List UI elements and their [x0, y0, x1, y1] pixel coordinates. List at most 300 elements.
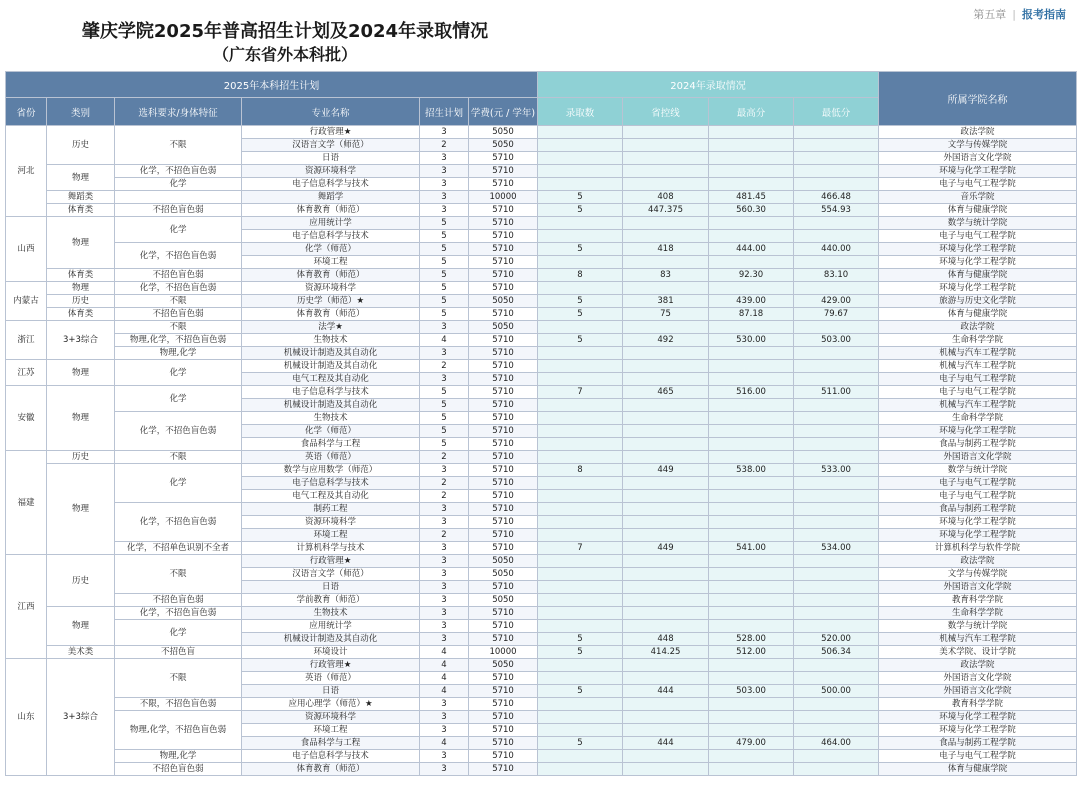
- cell-major: 体育教育（师范）: [242, 308, 420, 321]
- cell-min-score: 429.00: [794, 295, 879, 308]
- cell-plan: 5: [420, 438, 469, 451]
- table-row: [6, 607, 1077, 620]
- cell-max-score: [709, 724, 794, 737]
- cell-min-score: [794, 555, 879, 568]
- cell-max-score: [709, 399, 794, 412]
- cell-fee: 5710: [469, 204, 538, 217]
- cell-max-score: [709, 321, 794, 334]
- cell-plan: 5: [420, 282, 469, 295]
- col-header-max-score: 最高分: [709, 98, 794, 126]
- cell-admitted: [538, 126, 623, 139]
- cell-admitted: 7: [538, 542, 623, 555]
- col-header-province: 省份: [6, 98, 47, 126]
- divider: |: [1012, 7, 1016, 21]
- cell-requirement: 物理,化学，不招色盲色弱: [115, 334, 242, 347]
- cell-plan: 2: [420, 451, 469, 464]
- cell-control-line: [623, 568, 709, 581]
- cell-plan: 3: [420, 607, 469, 620]
- cell-plan: 5: [420, 425, 469, 438]
- cell-admitted: [538, 360, 623, 373]
- cell-admitted: [538, 165, 623, 178]
- cell-max-score: [709, 607, 794, 620]
- cell-college: 体育与健康学院: [879, 763, 1077, 776]
- cell-major: 机械设计制造及其自动化: [242, 360, 420, 373]
- cell-province: 内蒙古: [6, 282, 47, 321]
- table-row: [6, 763, 1077, 776]
- cell-control-line: [623, 724, 709, 737]
- cell-college: 机械与汽车工程学院: [879, 633, 1077, 646]
- cell-min-score: 534.00: [794, 542, 879, 555]
- cell-min-score: [794, 659, 879, 672]
- cell-control-line: 449: [623, 542, 709, 555]
- table-row: [6, 360, 1077, 373]
- cell-category: 体育类: [47, 308, 115, 321]
- cell-plan: 3: [420, 542, 469, 555]
- cell-min-score: 83.10: [794, 269, 879, 282]
- cell-fee: 5710: [469, 607, 538, 620]
- cell-college: 政法学院: [879, 555, 1077, 568]
- cell-major: 机械设计制造及其自动化: [242, 399, 420, 412]
- cell-max-score: [709, 451, 794, 464]
- cell-fee: 5710: [469, 763, 538, 776]
- cell-major: 应用心理学（师范）★: [242, 698, 420, 711]
- cell-college: 食品与制药工程学院: [879, 503, 1077, 516]
- cell-min-score: 466.48: [794, 191, 879, 204]
- cell-province: 安徽: [6, 386, 47, 451]
- cell-max-score: 541.00: [709, 542, 794, 555]
- cell-fee: 5050: [469, 126, 538, 139]
- table-row: [6, 503, 1077, 516]
- col-header-admitted: 录取数: [538, 98, 623, 126]
- cell-college: 计算机科学与软件学院: [879, 542, 1077, 555]
- table-row: [6, 698, 1077, 711]
- cell-control-line: [623, 659, 709, 672]
- cell-fee: 5710: [469, 581, 538, 594]
- cell-province: 浙江: [6, 321, 47, 360]
- cell-max-score: [709, 373, 794, 386]
- cell-college: 生命科学学院: [879, 412, 1077, 425]
- cell-admitted: 5: [538, 334, 623, 347]
- cell-min-score: [794, 412, 879, 425]
- cell-requirement: 化学: [115, 360, 242, 386]
- cell-college: 环境与化学工程学院: [879, 243, 1077, 256]
- cell-plan: 3: [420, 698, 469, 711]
- cell-requirement: 物理,化学: [115, 347, 242, 360]
- cell-min-score: [794, 139, 879, 152]
- cell-major: 英语（师范）: [242, 672, 420, 685]
- cell-requirement: 不限: [115, 555, 242, 594]
- cell-admitted: 5: [538, 737, 623, 750]
- cell-control-line: [623, 412, 709, 425]
- cell-college: 环境与化学工程学院: [879, 425, 1077, 438]
- cell-plan: 4: [420, 737, 469, 750]
- enrollment-table: [5, 71, 1077, 776]
- cell-college: 文学与传媒学院: [879, 568, 1077, 581]
- cell-admitted: [538, 230, 623, 243]
- cell-requirement: 不招色盲色弱: [115, 594, 242, 607]
- cell-control-line: 414.25: [623, 646, 709, 659]
- cell-control-line: [623, 763, 709, 776]
- cell-admitted: [538, 594, 623, 607]
- cell-admitted: 8: [538, 269, 623, 282]
- cell-plan: 3: [420, 178, 469, 191]
- table-row: [6, 464, 1077, 477]
- cell-requirement: 不限，不招色盲色弱: [115, 698, 242, 711]
- cell-requirement: 不限: [115, 126, 242, 165]
- cell-min-score: [794, 620, 879, 633]
- cell-requirement: [115, 191, 242, 204]
- cell-college: 外国语言文化学院: [879, 672, 1077, 685]
- cell-fee: 5710: [469, 516, 538, 529]
- cell-plan: 3: [420, 204, 469, 217]
- cell-fee: 5710: [469, 620, 538, 633]
- cell-admitted: [538, 763, 623, 776]
- col-header-min-score: 最低分: [794, 98, 879, 126]
- cell-major: 数学与应用数学（师范）: [242, 464, 420, 477]
- cell-max-score: [709, 672, 794, 685]
- cell-college: 教育科学学院: [879, 698, 1077, 711]
- cell-min-score: [794, 178, 879, 191]
- cell-control-line: [623, 698, 709, 711]
- table-row: [6, 178, 1077, 191]
- cell-admitted: [538, 425, 623, 438]
- cell-admitted: [538, 568, 623, 581]
- cell-province: 江苏: [6, 360, 47, 386]
- cell-admitted: 5: [538, 243, 623, 256]
- cell-fee: 5710: [469, 685, 538, 698]
- cell-fee: 5710: [469, 373, 538, 386]
- cell-college: 数学与统计学院: [879, 217, 1077, 230]
- cell-control-line: [623, 347, 709, 360]
- cell-control-line: [623, 139, 709, 152]
- cell-plan: 3: [420, 464, 469, 477]
- table-row: [6, 334, 1077, 347]
- cell-min-score: [794, 451, 879, 464]
- cell-category: 历史: [47, 555, 115, 607]
- cell-plan: 4: [420, 685, 469, 698]
- table-body: [6, 126, 1077, 776]
- cell-admitted: 5: [538, 191, 623, 204]
- table-row: [6, 620, 1077, 633]
- cell-category: 物理: [47, 165, 115, 191]
- cell-category: 物理: [47, 282, 115, 295]
- cell-major: 日语: [242, 685, 420, 698]
- cell-fee: 5710: [469, 711, 538, 724]
- cell-fee: 5710: [469, 490, 538, 503]
- cell-max-score: [709, 659, 794, 672]
- cell-major: 电气工程及其自动化: [242, 490, 420, 503]
- table-row: [6, 204, 1077, 217]
- cell-fee: 5710: [469, 464, 538, 477]
- cell-min-score: [794, 672, 879, 685]
- cell-fee: 5710: [469, 217, 538, 230]
- cell-fee: 10000: [469, 191, 538, 204]
- cell-fee: 5710: [469, 633, 538, 646]
- cell-college: 环境与化学工程学院: [879, 711, 1077, 724]
- cell-min-score: [794, 503, 879, 516]
- cell-max-score: [709, 347, 794, 360]
- cell-plan: 5: [420, 386, 469, 399]
- cell-major: 汉语言文学（师范）: [242, 139, 420, 152]
- cell-requirement: 化学: [115, 464, 242, 503]
- cell-college: 电子与电气工程学院: [879, 477, 1077, 490]
- cell-college: 美术学院、设计学院: [879, 646, 1077, 659]
- cell-control-line: 449: [623, 464, 709, 477]
- cell-plan: 3: [420, 581, 469, 594]
- cell-college: 环境与化学工程学院: [879, 529, 1077, 542]
- chapter-nav: [973, 6, 1066, 22]
- cell-plan: 3: [420, 620, 469, 633]
- cell-max-score: [709, 165, 794, 178]
- cell-min-score: [794, 126, 879, 139]
- cell-province: 山西: [6, 217, 47, 282]
- cell-control-line: [623, 594, 709, 607]
- cell-admitted: [538, 321, 623, 334]
- cell-max-score: [709, 698, 794, 711]
- table-row: [6, 165, 1077, 178]
- cell-major: 机械设计制造及其自动化: [242, 347, 420, 360]
- cell-plan: 5: [420, 256, 469, 269]
- cell-control-line: [623, 373, 709, 386]
- cell-control-line: [623, 256, 709, 269]
- cell-college: 体育与健康学院: [879, 269, 1077, 282]
- cell-college: 体育与健康学院: [879, 308, 1077, 321]
- cell-major: 电子信息科学与技术: [242, 386, 420, 399]
- cell-requirement: 物理,化学，不招色盲色弱: [115, 711, 242, 750]
- cell-college: 环境与化学工程学院: [879, 724, 1077, 737]
- col-header-plan: 招生计划: [420, 98, 469, 126]
- cell-admitted: [538, 347, 623, 360]
- cell-requirement: 化学: [115, 217, 242, 243]
- cell-major: 机械设计制造及其自动化: [242, 633, 420, 646]
- cell-college: 政法学院: [879, 321, 1077, 334]
- cell-plan: 4: [420, 659, 469, 672]
- chapter-label: 第五章: [973, 8, 1007, 21]
- cell-admitted: [538, 724, 623, 737]
- cell-province: 江西: [6, 555, 47, 659]
- cell-college: 机械与汽车工程学院: [879, 360, 1077, 373]
- cell-category: 体育类: [47, 269, 115, 282]
- cell-major: 应用统计学: [242, 620, 420, 633]
- cell-max-score: [709, 555, 794, 568]
- cell-admitted: [538, 672, 623, 685]
- cell-admitted: 8: [538, 464, 623, 477]
- cell-fee: 5710: [469, 451, 538, 464]
- cell-plan: 3: [420, 347, 469, 360]
- cell-college: 外国语言文化学院: [879, 451, 1077, 464]
- cell-min-score: [794, 438, 879, 451]
- cell-fee: 5710: [469, 165, 538, 178]
- table-row: [6, 594, 1077, 607]
- cell-major: 环境设计: [242, 646, 420, 659]
- col-header-control-line: 省控线: [623, 98, 709, 126]
- cell-fee: 5710: [469, 308, 538, 321]
- cell-min-score: 520.00: [794, 633, 879, 646]
- table-row: [6, 282, 1077, 295]
- cell-control-line: [623, 750, 709, 763]
- cell-control-line: 444: [623, 737, 709, 750]
- cell-control-line: [623, 529, 709, 542]
- table-row: [6, 295, 1077, 308]
- cell-control-line: [623, 282, 709, 295]
- cell-province: 福建: [6, 451, 47, 555]
- cell-category: 美术类: [47, 646, 115, 659]
- cell-requirement: 化学，不招色盲色弱: [115, 503, 242, 542]
- cell-admitted: [538, 659, 623, 672]
- table-row: [6, 347, 1077, 360]
- cell-college: 旅游与历史文化学院: [879, 295, 1077, 308]
- cell-max-score: [709, 126, 794, 139]
- cell-plan: 5: [420, 230, 469, 243]
- cell-college: 外国语言文化学院: [879, 581, 1077, 594]
- cell-admitted: [538, 503, 623, 516]
- cell-major: 行政管理★: [242, 126, 420, 139]
- cell-category: 物理: [47, 360, 115, 386]
- cell-max-score: [709, 763, 794, 776]
- cell-min-score: 500.00: [794, 685, 879, 698]
- cell-control-line: 418: [623, 243, 709, 256]
- cell-max-score: [709, 750, 794, 763]
- cell-major: 英语（师范）: [242, 451, 420, 464]
- cell-major: 食品科学与工程: [242, 438, 420, 451]
- cell-requirement: 化学，不招色盲色弱: [115, 412, 242, 451]
- cell-plan: 3: [420, 568, 469, 581]
- cell-plan: 3: [420, 555, 469, 568]
- cell-admitted: [538, 217, 623, 230]
- cell-plan: 3: [420, 152, 469, 165]
- cell-requirement: 不招色盲色弱: [115, 269, 242, 282]
- cell-major: 环境工程: [242, 529, 420, 542]
- cell-plan: 3: [420, 321, 469, 334]
- cell-plan: 3: [420, 594, 469, 607]
- cell-control-line: [623, 503, 709, 516]
- cell-control-line: [623, 451, 709, 464]
- cell-max-score: [709, 425, 794, 438]
- cell-plan: 3: [420, 763, 469, 776]
- cell-fee: 5710: [469, 152, 538, 165]
- cell-fee: 5710: [469, 477, 538, 490]
- cell-fee: 5710: [469, 282, 538, 295]
- cell-max-score: [709, 581, 794, 594]
- cell-plan: 2: [420, 529, 469, 542]
- cell-plan: 5: [420, 308, 469, 321]
- cell-major: 资源环境科学: [242, 711, 420, 724]
- cell-major: 电气工程及其自动化: [242, 373, 420, 386]
- cell-min-score: 554.93: [794, 204, 879, 217]
- cell-fee: 5050: [469, 295, 538, 308]
- cell-admitted: [538, 620, 623, 633]
- cell-requirement: 不限: [115, 321, 242, 334]
- cell-max-score: [709, 594, 794, 607]
- cell-requirement: 化学，不招单色识别不全者: [115, 542, 242, 555]
- cell-admitted: [538, 438, 623, 451]
- cell-category: 物理: [47, 217, 115, 269]
- table-row: [6, 243, 1077, 256]
- cell-admitted: [538, 581, 623, 594]
- cell-major: 法学★: [242, 321, 420, 334]
- cell-min-score: [794, 425, 879, 438]
- cell-college: 政法学院: [879, 659, 1077, 672]
- table-row: [6, 542, 1077, 555]
- cell-max-score: [709, 529, 794, 542]
- cell-min-score: 533.00: [794, 464, 879, 477]
- cell-college: 政法学院: [879, 126, 1077, 139]
- cell-college: 数学与统计学院: [879, 464, 1077, 477]
- cell-admitted: 5: [538, 646, 623, 659]
- cell-control-line: [623, 555, 709, 568]
- cell-college: 食品与制药工程学院: [879, 737, 1077, 750]
- cell-max-score: 560.30: [709, 204, 794, 217]
- cell-college: 体育与健康学院: [879, 204, 1077, 217]
- cell-fee: 5050: [469, 321, 538, 334]
- cell-fee: 5710: [469, 672, 538, 685]
- cell-major: 电子信息科学与技术: [242, 750, 420, 763]
- cell-fee: 5710: [469, 334, 538, 347]
- cell-major: 资源环境科学: [242, 282, 420, 295]
- cell-fee: 5050: [469, 659, 538, 672]
- cell-major: 应用统计学: [242, 217, 420, 230]
- cell-major: 环境工程: [242, 724, 420, 737]
- cell-plan: 3: [420, 711, 469, 724]
- cell-control-line: [623, 178, 709, 191]
- cell-fee: 5710: [469, 750, 538, 763]
- cell-control-line: [623, 438, 709, 451]
- cell-fee: 5710: [469, 425, 538, 438]
- cell-max-score: 444.00: [709, 243, 794, 256]
- cell-college: 生命科学学院: [879, 607, 1077, 620]
- cell-category: 体育类: [47, 204, 115, 217]
- cell-min-score: [794, 763, 879, 776]
- cell-control-line: 444: [623, 685, 709, 698]
- cell-fee: 5710: [469, 360, 538, 373]
- cell-min-score: [794, 568, 879, 581]
- cell-category: 历史: [47, 295, 115, 308]
- cell-min-score: [794, 217, 879, 230]
- cell-fee: 5710: [469, 399, 538, 412]
- cell-major: 化学（师范）: [242, 243, 420, 256]
- cell-major: 电子信息科学与技术: [242, 230, 420, 243]
- cell-admitted: 5: [538, 308, 623, 321]
- cell-max-score: [709, 620, 794, 633]
- cell-min-score: [794, 347, 879, 360]
- cell-admitted: [538, 750, 623, 763]
- cell-college: 电子与电气工程学院: [879, 373, 1077, 386]
- cell-admitted: [538, 698, 623, 711]
- cell-category: 历史: [47, 451, 115, 464]
- cell-fee: 5050: [469, 594, 538, 607]
- table-row: [6, 646, 1077, 659]
- cell-requirement: 物理,化学: [115, 750, 242, 763]
- cell-max-score: [709, 516, 794, 529]
- cell-fee: 5710: [469, 243, 538, 256]
- cell-plan: 5: [420, 399, 469, 412]
- cell-control-line: [623, 360, 709, 373]
- cell-control-line: 447.375: [623, 204, 709, 217]
- cell-college: 机械与汽车工程学院: [879, 347, 1077, 360]
- group-header-plan: 2025年本科招生计划: [6, 72, 538, 98]
- cell-min-score: [794, 529, 879, 542]
- cell-plan: 3: [420, 191, 469, 204]
- cell-fee: 5710: [469, 698, 538, 711]
- cell-min-score: 506.34: [794, 646, 879, 659]
- cell-plan: 5: [420, 295, 469, 308]
- col-header-major: 专业名称: [242, 98, 420, 126]
- cell-plan: 5: [420, 217, 469, 230]
- cell-fee: 5710: [469, 529, 538, 542]
- cell-control-line: [623, 490, 709, 503]
- table-row: [6, 191, 1077, 204]
- cell-max-score: 479.00: [709, 737, 794, 750]
